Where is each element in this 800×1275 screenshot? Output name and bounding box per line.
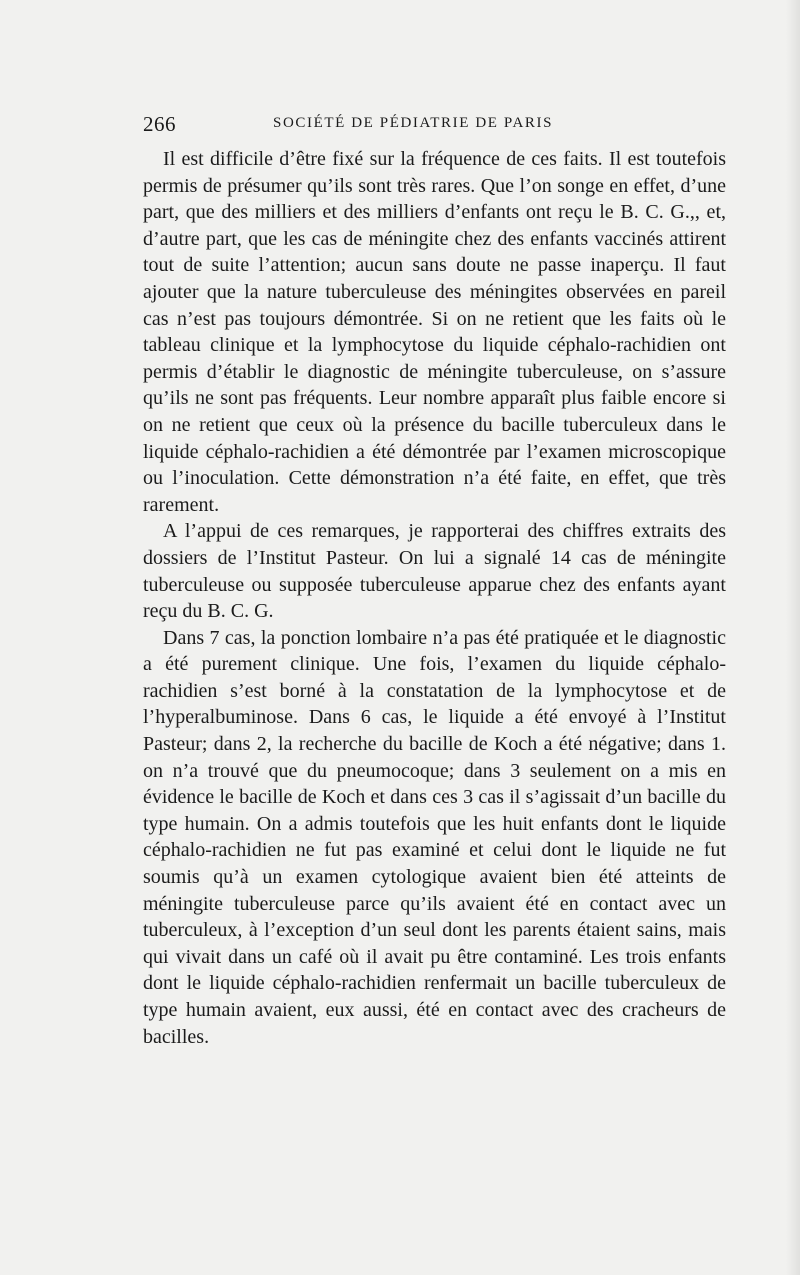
body-text xyxy=(143,146,726,1050)
page-header xyxy=(143,112,726,142)
page-edge-shadow xyxy=(786,0,800,1275)
running-title: SOCIÉTÉ DE PÉDIATRIE DE PARIS xyxy=(273,115,554,131)
paragraph-institut-pasteur: A l’appui de ces remarques, je rapporterai des chiffres extraits des dossiers de l’Institut Pasteur. On lui a signalé 14 cas de méningite tuberculeuse ou supposée tuberculeuse apparue chez des enfants ayant reçu du B. C. G. xyxy=(143,520,726,623)
paragraph-case-details: Dans 7 cas, la ponction lombaire n’a pas été pratiquée et le diagnostic a été purement clinique. Une fois, l’examen du liquide céphalo-rachidien s’est borné à la constatation de la lymphocytose et de l’hyperalbuminose. Dans 6 cas, le liquide a été envoyé à l’Institut Pasteur; dans 2, la recherche du bacille de Koch a été négative; dans 1. on n’a trouvé que du pneumocoque; dans 3 seulement on a mis en évidence le bacille de Koch et dans ces 3 cas il s’agissait d’un bacille du type humain. On a admis toutefois que les huit enfants dont le liquide céphalo-rachidien ne fut pas examiné et celui dont le liquide ne fut soumis qu’à un examen cytologique avaient bien été atteints de méningite tuberculeuse parce qu’ils avaient été en contact avec un tuberculeux, à l’exception d’un seul dont les parents étaient sains, mais qui vivait dans un café où il avait pu être contaminé. Les trois enfants dont le liquide céphalo-rachidien renfermait un bacille tuberculeux de type humain avaient, eux aussi, été en contact avec des cracheurs de bacilles. xyxy=(143,626,726,1048)
paragraph-frequency: Il est difficile d’être fixé sur la fréquence de ces faits. Il est toutefois permis de présumer qu’ils sont très rares. Que l’on songe en effet, d’une part, que des milliers et des milliers d’enfants ont reçu le B. C. G.,, et, d’autre part, que les cas de méningite chez des enfants vaccinés attirent tout de suite l’attention; aucun sans doute ne passe inaperçu. Il faut ajouter que la nature tuberculeuse des méningites observées en pareil cas n’est pas toujours démontrée. Si on ne retient que les faits où le tableau clinique et la lymphocytose du liquide céphalo-rachidien ont permis d’établir le diagnostic de méningite tuberculeuse, on s’assure qu’ils ne sont pas fréquents. Leur nombre apparaît plus faible encore si on ne retient que ceux où la présence du bacille tuberculeux dans le liquide céphalo-rachidien a été démontrée par l’examen microscopique ou l’inoculation. Cette démonstration n’a été faite, en effet, que très rarement. xyxy=(143,148,726,516)
page-number: 266 xyxy=(143,112,176,136)
